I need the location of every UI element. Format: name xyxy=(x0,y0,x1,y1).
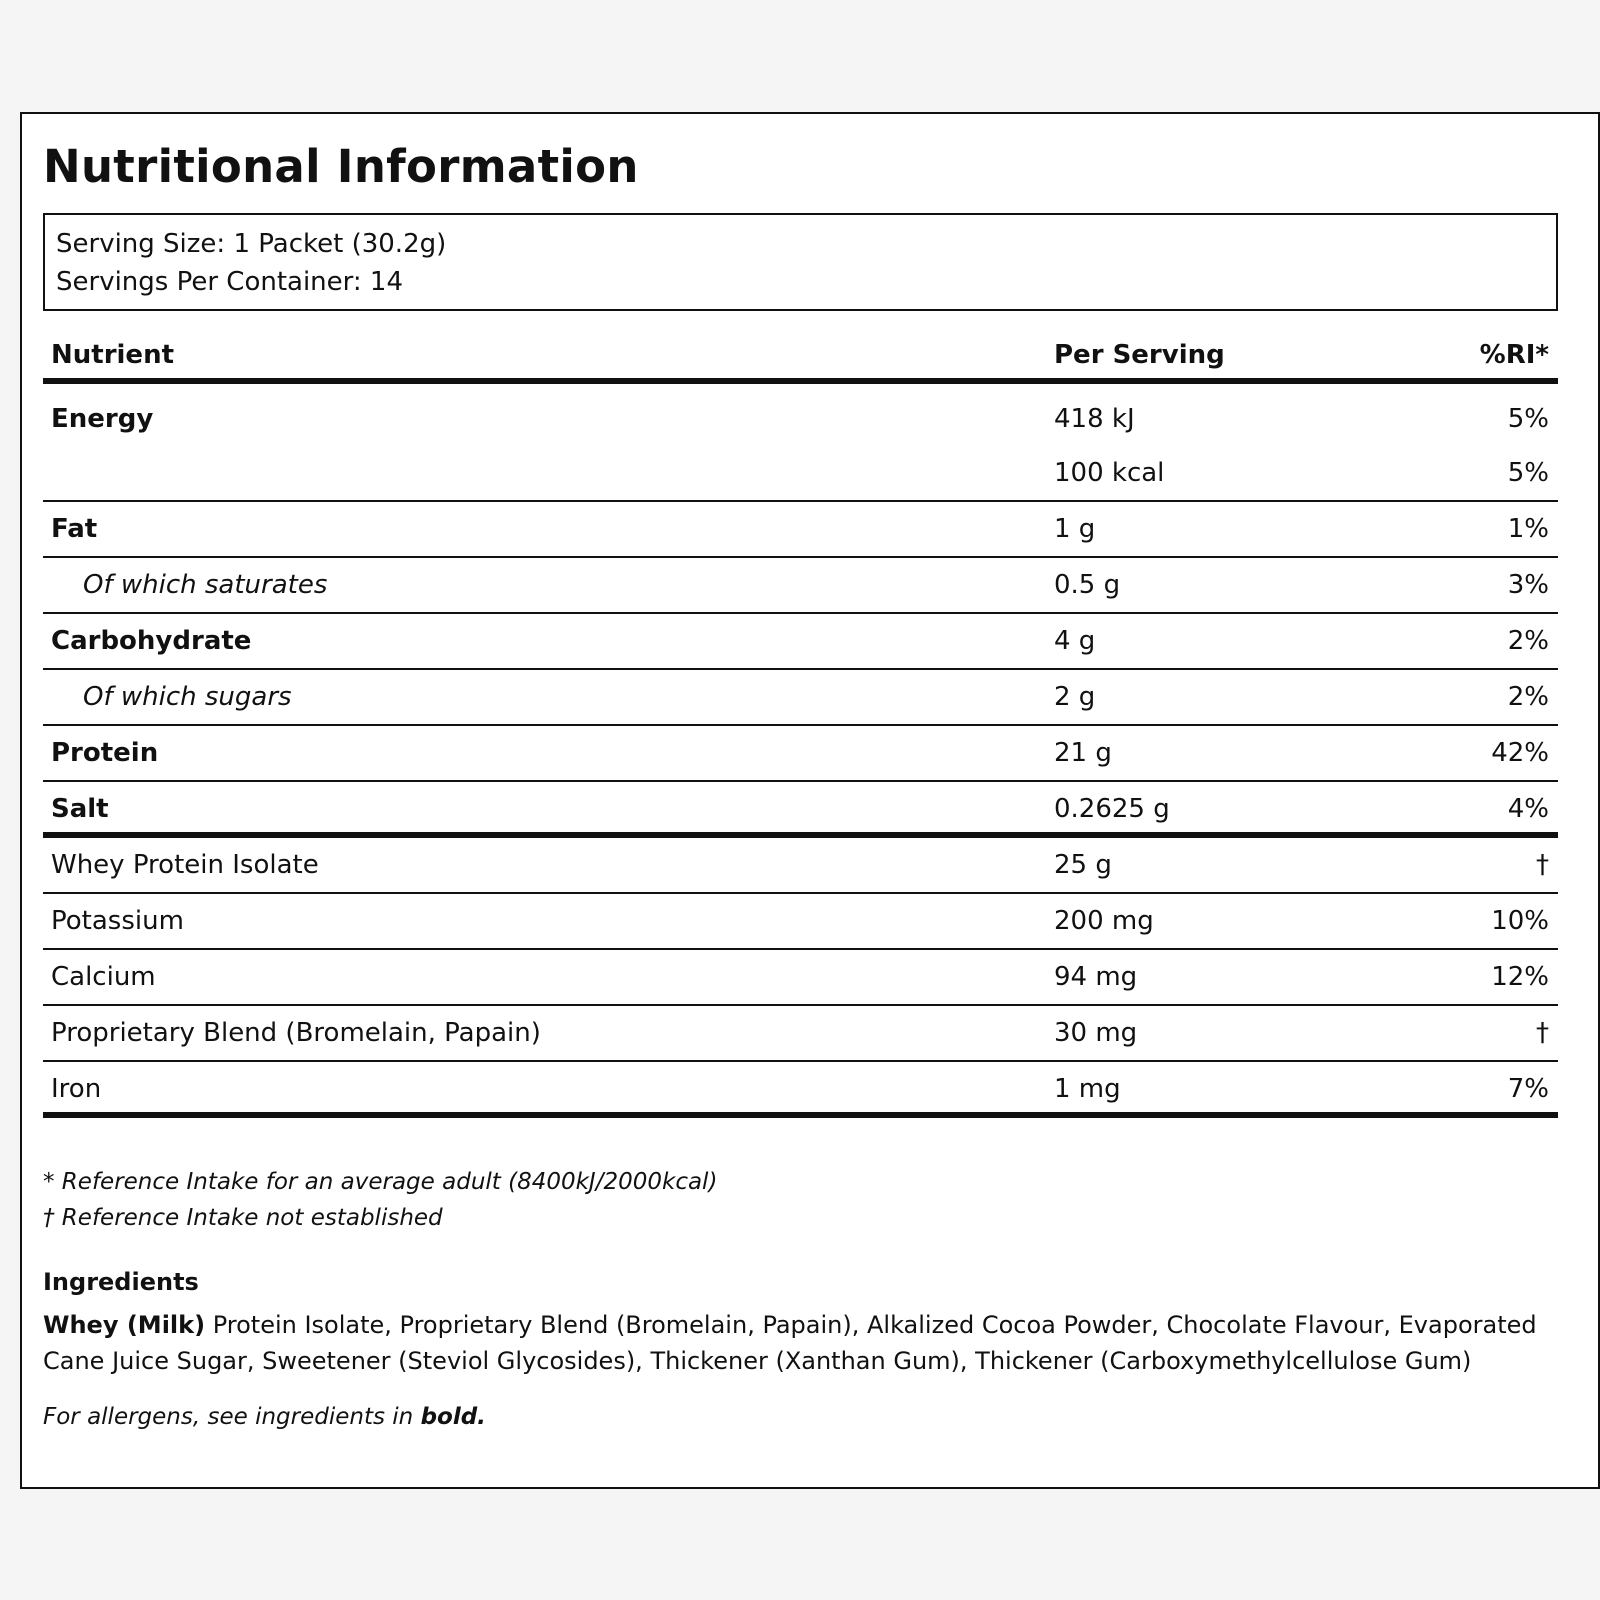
table-row-proprietary-blend xyxy=(43,1006,1558,1062)
table-row-saturates xyxy=(43,558,1558,614)
nutrient-name: Fat xyxy=(51,514,98,544)
table-row-calcium xyxy=(43,950,1558,1006)
table-row-energy xyxy=(43,384,1558,502)
energy-kcal: 100 kcal xyxy=(1054,458,1165,488)
nutrient-name: Of which sugars xyxy=(83,682,292,712)
ingredients-list: Protein Isolate, Proprietary Blend (Bromelain, Papain), Alkalized Cocoa Powder, Chocolate Flavour, Evaporated Cane Juice Sugar, Sweetener (Steviol Glycosides), Thickener (Xanthan Gum), Thickener (Carboxymethylcellulose Gum) xyxy=(43,1311,1537,1375)
table-row-potassium xyxy=(43,894,1558,950)
nutrient-value: 94 mg xyxy=(1054,962,1138,992)
nutrient-ri: 12% xyxy=(1491,962,1549,992)
nutrient-name: Proprietary Blend (Bromelain, Papain) xyxy=(51,1018,541,1048)
table-row-carbohydrate xyxy=(43,614,1558,670)
nutrient-name: Carbohydrate xyxy=(51,626,252,656)
energy-kj: 418 kJ xyxy=(1054,404,1135,434)
nutrient-ri: 2% xyxy=(1507,682,1549,712)
nutrient-value: 30 mg xyxy=(1054,1018,1138,1048)
table-row-iron xyxy=(43,1062,1558,1118)
nutrient-value: 2 g xyxy=(1054,682,1096,712)
nutrient-ri: 42% xyxy=(1491,738,1549,768)
nutrient-value: 0.2625 g xyxy=(1054,794,1170,824)
nutrient-name: Potassium xyxy=(51,906,184,936)
nutrient-ri: † xyxy=(1536,850,1549,880)
allergen-note-prefix: For allergens, see ingredients in xyxy=(43,1404,421,1430)
energy-kj-ri: 5% xyxy=(1507,404,1549,434)
table-row-whey-protein-isolate xyxy=(43,838,1558,894)
nutrient-value: 21 g xyxy=(1054,738,1112,768)
ingredients-title: Ingredients xyxy=(43,1268,199,1296)
nutrient-ri: 1% xyxy=(1507,514,1549,544)
nutrient-ri: 7% xyxy=(1507,1074,1549,1104)
energy-label: Energy xyxy=(51,404,154,434)
nutrient-value: 200 mg xyxy=(1054,906,1154,936)
nutrient-ri: † xyxy=(1536,1018,1549,1048)
table-row-protein xyxy=(43,726,1558,782)
nutrient-ri: 2% xyxy=(1507,626,1549,656)
nutrient-ri: 10% xyxy=(1491,906,1549,936)
allergen-note-bold: bold. xyxy=(420,1404,486,1430)
energy-kcal-ri: 5% xyxy=(1507,458,1549,488)
nutrient-value: 1 g xyxy=(1054,514,1096,544)
table-row-fat xyxy=(43,502,1558,558)
serving-size: Serving Size: 1 Packet (30.2g) xyxy=(56,229,447,259)
ingredients-text xyxy=(43,1307,1543,1379)
serving-info-box xyxy=(43,213,1558,311)
nutrient-value: 1 mg xyxy=(1054,1074,1121,1104)
nutrient-name: Iron xyxy=(51,1074,102,1104)
allergen-highlight: Whey (Milk) xyxy=(43,1311,206,1339)
nutrient-value: 0.5 g xyxy=(1054,570,1121,600)
nutrient-value: 25 g xyxy=(1054,850,1112,880)
allergen-note xyxy=(43,1400,486,1434)
header-nutrient: Nutrient xyxy=(51,340,175,370)
nutrient-name: Whey Protein Isolate xyxy=(51,850,319,880)
nutrient-name: Of which saturates xyxy=(83,570,328,600)
nutrient-name: Salt xyxy=(51,794,109,824)
nutrient-value: 4 g xyxy=(1054,626,1096,656)
footnote-ri: * Reference Intake for an average adult (8400kJ/2000kcal) xyxy=(43,1169,718,1195)
header-per-serving: Per Serving xyxy=(1054,340,1225,370)
nutrient-ri: 4% xyxy=(1507,794,1549,824)
servings-per-container: Servings Per Container: 14 xyxy=(56,267,404,297)
nutrient-name: Protein xyxy=(51,738,159,768)
nutrient-ri: 3% xyxy=(1507,570,1549,600)
nutrition-table xyxy=(43,324,1558,1118)
footnotes xyxy=(43,1164,717,1236)
label-title: Nutritional Information xyxy=(43,140,639,193)
header-ri: %RI* xyxy=(1479,340,1549,370)
table-row-sugars xyxy=(43,670,1558,726)
footnote-not-established: † Reference Intake not established xyxy=(43,1205,443,1231)
table-row-salt xyxy=(43,782,1558,838)
nutrient-name: Calcium xyxy=(51,962,156,992)
table-header-row xyxy=(43,324,1558,384)
nutrition-label xyxy=(20,112,1600,1489)
